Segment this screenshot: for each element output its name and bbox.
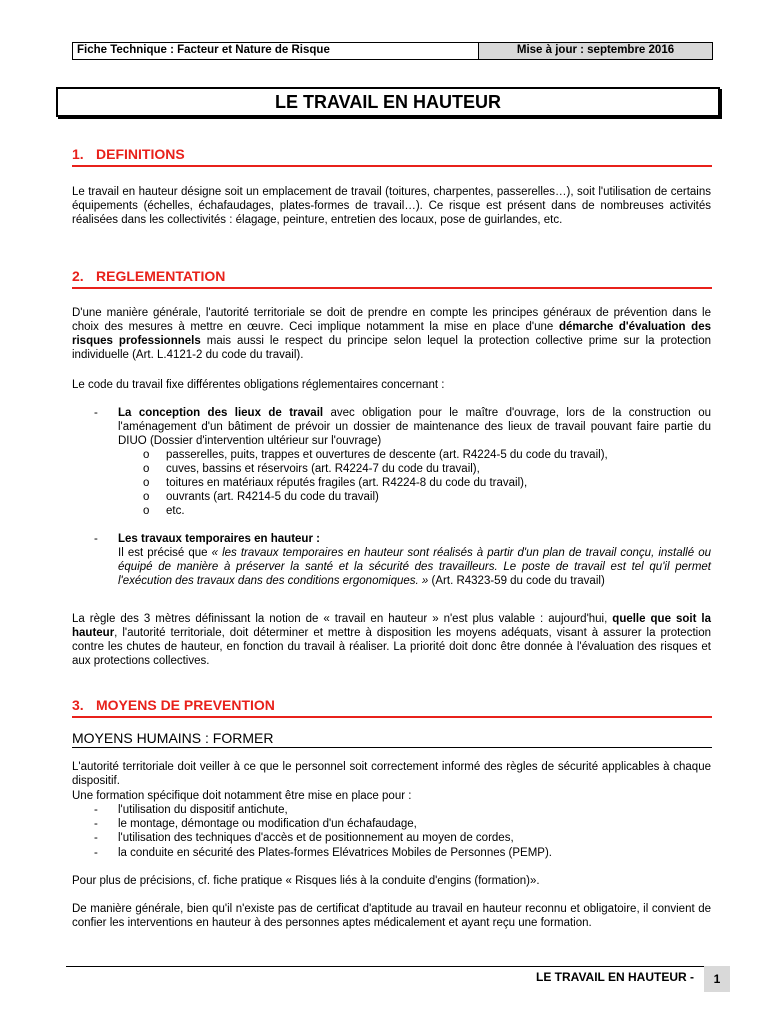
subsection-heading: MOYENS HUMAINS : FORMER [72, 730, 712, 748]
bullet: o [143, 491, 150, 503]
page-title: LE TRAVAIL EN HAUTEUR [56, 87, 720, 117]
list-item: La conception des lieux de travail avec obligation pour le maître d'ouvrage, lors de la construction ou l'aménagement d'un bâtiment de prévoir un dossier de maintenance des lieux de travail pouvant faire partie du DIUO (Dossier d'intervention ultérieur sur l'ouvrage) [118, 407, 711, 447]
list-item: le montage, démontage ou modification d'un échafaudage, [118, 818, 417, 830]
section-2-paragraph-3: La règle des 3 mètres définissant la notion de « travail en hauteur » n'est plus valable : aujourd'hui, quelle que soit la hauteur, l'autorité territoriale, doit déterminer et mettre à disposition les moyens adéquats, visant à assurer la protection contre les chutes de hauteur, en fonction du travail à réaliser. La priorité doit donc être donnée à l'évaluation des risques et aux protections collectives. [72, 613, 711, 667]
section-3-heading [72, 697, 712, 718]
emphasis: quelle que soit la hauteur [72, 613, 711, 639]
section-2-paragraph-1: D'une manière générale, l'autorité territoriale se doit de prendre en compte les principes généraux de prévention dans le choix des mesures à mettre en œuvre. Ceci implique notamment la mise en place d'une démarche d'évaluation des risques professionnels mais aussi le respect du principe selon lequel la protection collective prime sur la protection individuelle (Art. L.4121-2 du code du travail). [72, 307, 712, 361]
sub-list-item: etc. [166, 505, 185, 517]
footer-rule [66, 966, 714, 967]
footer-title: LE TRAVAIL EN HAUTEUR - [536, 970, 694, 984]
bullet: o [143, 477, 150, 489]
section-title: MOYENS DE PREVENTION [96, 697, 275, 713]
list-item: Les travaux temporaires en hauteur : Il est précisé que « les travaux temporaires en hauteur sont réalisés à partir d'un plan de travail conçu, installé ou équipé de manière à préserver la santé et la sécurité des travailleurs. Le poste de travail est tel qu'il permet l'exécution des travaux dans des conditions ergonomiques. » (Art. R4323-59 du code du travail) [118, 533, 711, 587]
section-3-paragraph-2: Une formation spécifique doit notamment être mise en place pour : [72, 790, 412, 802]
list-dash: - [94, 818, 98, 830]
list-dash: - [94, 407, 98, 419]
emphasis: démarche d'évaluation des risques professionnels [72, 321, 712, 347]
section-number: 2. [72, 268, 84, 284]
section-3-paragraph-4: De manière générale, bien qu'il n'existe pas de certificat d'aptitude au travail en hauteur reconnu et obligatoire, il convient de confier les interventions en hauteur à des personnes aptes médicalement et ayant reçu une formation. [72, 903, 711, 929]
list-dash: - [94, 847, 98, 859]
list-dash: - [94, 804, 98, 816]
section-1-heading [72, 146, 712, 167]
sub-list-item: passerelles, puits, trappes et ouvertures de descente (art. R4224-5 du code du travail), [166, 449, 608, 461]
bullet: o [143, 463, 150, 475]
bullet: o [143, 449, 150, 461]
quote: « les travaux temporaires en hauteur sont réalisés à partir d'un plan de travail conçu, installé ou équipé de manière à préserver la santé et la sécurité des travailleurs. Le poste de travail est tel qu'il permet l'exécution des travaux dans des conditions ergonomiques. » [118, 547, 711, 587]
section-number: 3. [72, 697, 84, 713]
sub-list-item: ouvrants (art. R4214-5 du code du travail) [166, 491, 379, 503]
bullet: o [143, 505, 150, 517]
list-item: l'utilisation des techniques d'accès et de positionnement au moyen de cordes, [118, 832, 514, 844]
sub-list-item: cuves, bassins et réservoirs (art. R4224-7 du code du travail), [166, 463, 480, 475]
section-1-paragraph: Le travail en hauteur désigne soit un emplacement de travail (toitures, charpentes, passerelles…), soit l'utilisation de certains équipements (échelles, échafaudages, plates-formes de travail…). Ce risque est présent dans de nombreuses activités réalisées dans les collectivités : élagage, peinture, entretien des locaux, pose de guirlandes, etc. [72, 186, 711, 226]
section-3-paragraph-3: Pour plus de précisions, cf. fiche pratique « Risques liés à la conduite d'engins (formation)». [72, 875, 540, 887]
header-right: Mise à jour : septembre 2016 [479, 43, 712, 59]
list-item: la conduite en sécurité des Plates-formes Elévatrices Mobiles de Personnes (PEMP). [118, 847, 553, 859]
section-number: 1. [72, 146, 84, 162]
header-left: Fiche Technique : Facteur et Nature de Risque [73, 43, 479, 59]
page-number: 1 [704, 966, 730, 992]
page-header [72, 42, 713, 60]
list-dash: - [94, 533, 98, 545]
sub-list-item: toitures en matériaux réputés fragiles (art. R4224-8 du code du travail), [166, 477, 528, 489]
section-2-paragraph-2: Le code du travail fixe différentes obligations réglementaires concernant : [72, 379, 445, 391]
section-title: REGLEMENTATION [96, 268, 226, 284]
section-2-heading [72, 268, 712, 289]
section-title: DEFINITIONS [96, 146, 185, 162]
list-item: l'utilisation du dispositif antichute, [118, 804, 288, 816]
section-3-paragraph-1: L'autorité territoriale doit veiller à ce que le personnel soit correctement informé des règles de sécurité applicables à chaque dispositif. [72, 761, 711, 787]
list-dash: - [94, 832, 98, 844]
